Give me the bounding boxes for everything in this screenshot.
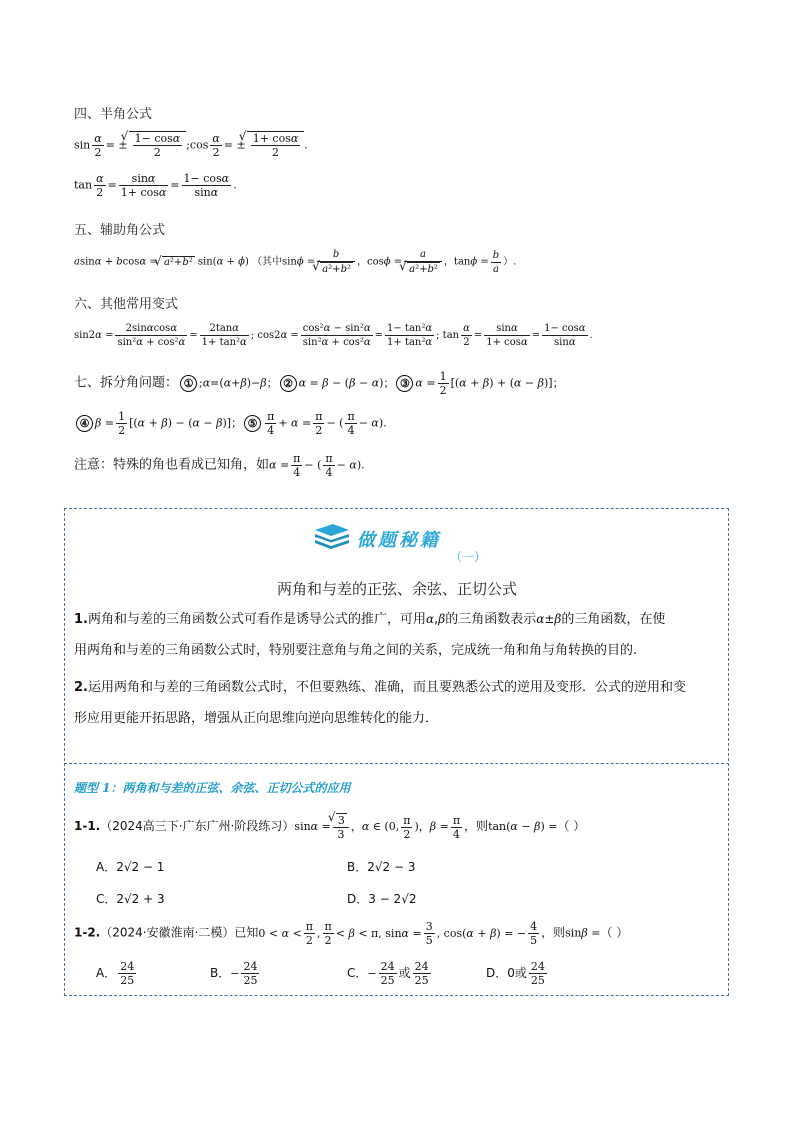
tip-paragraph-2-line-2: 形应用更能开拓思路，增强从正向思维向逆向思维转化的能力．	[74, 711, 439, 726]
tip-2-number: 2.	[74, 680, 88, 695]
tip-1-text-b: 的三角函数表示	[445, 612, 537, 627]
other-variant-formulas: sin2α = $\frac{2\sin\alpha\cos\alpha}{\text{sin²α + cos²α}}$ = $\frac{2\tan\alpha}{\text{1+ tan²α}}$ ; cos2α = $\frac{\text{cos²α − sin²α}}{\text{sin²α + cos²α}}$ = $\frac{\text{1− tan²α}}{\text{1+ tan²α}}$ ; tan $\frac{\alpha}{2}$ = $\frac{\sin\alpha}{1+ \cos\alpha}$ = $\frac{1- \cos\alpha}{\sin\alpha}$ .	[74, 323, 593, 348]
tip-2-text: 运用两角和与差的三角函数公式时，不但要熟练、准确，而且要熟悉公式的逆用及变形．公式的逆用和变	[87, 680, 686, 695]
question-1-1-tail: ，则	[464, 819, 489, 833]
question-1-2: 1-2.（2024·安徽淮南·二模）已知0 < α < $\frac{\pi}{2}$ , $\frac{\pi}{2}$ < β < π, sinα = $\frac{3}{5}$ , cos(α + β) = − $\frac{4}{5}$ ，则sinβ =（ ）	[74, 920, 629, 947]
question-1-2-label: 1-2.	[74, 925, 101, 940]
question-1-2-paren: （ ）	[600, 925, 629, 940]
question-1-2-option-c[interactable]: C．− $\frac{24}{25}$ 或 $\frac{24}{25}$	[347, 960, 429, 987]
books-icon	[313, 522, 351, 552]
option-b-letter: B．	[210, 966, 231, 980]
note-label: 注意：特殊的角也看成已知角，如	[74, 457, 270, 473]
banner-title: 做题秘籍	[357, 530, 441, 551]
section-title-angle-split: 七、拆分角问题：	[74, 375, 179, 391]
auxiliary-note-close: ）.	[503, 256, 517, 268]
question-1-1-option-d[interactable]: D．3 − 2√2	[347, 892, 417, 906]
tip-paragraph-1-line-2: 用两角和与差的三角函数公式时，特别要注意角与角之间的关系，完成统一角和角与角转换的目的.	[74, 643, 638, 658]
question-1-2-option-d[interactable]: D．0或 $\frac{24}{25}$	[486, 960, 545, 987]
angle-split-line-1: 七、拆分角问题： ① ;α=(α+β)−β； ② α = β − (β − α)； ③ α = $\frac{1}{2}$ [(α + β) + (α − β)]；	[74, 370, 564, 397]
tip-1-text-a: 两角和与差的三角函数公式可看作是诱导公式的推广，可用	[87, 612, 426, 627]
circled-number-3: ③	[396, 375, 413, 392]
section-title-other-variants: 六、其他常用变式	[74, 297, 179, 312]
circled-number-5: ⑤	[244, 415, 261, 432]
auxiliary-note-open: （其中	[252, 256, 283, 268]
tip-1-number: 1.	[74, 612, 88, 627]
question-1-1-paren: （ ）	[557, 819, 586, 833]
option-c-letter: C．	[347, 966, 368, 980]
tip-1-text-c: 的三角函数，在使	[561, 612, 666, 627]
box-heading: 两角和与差的正弦、余弦、正切公式	[276, 580, 517, 598]
option-d-letter: D．0或	[486, 966, 527, 980]
question-1-2-tail: ，则	[541, 925, 566, 940]
question-1-1-label: 1-1.	[74, 819, 101, 833]
question-1-1-option-a[interactable]: A．2√2 − 1	[96, 860, 165, 874]
half-angle-formula-tan: tan $\frac{\alpha}{2}$ = $\frac{\sin\alpha}{1+ \cos\alpha}$ = $\frac{1- \cos\alpha}{\sin\alpha}$ .	[74, 172, 237, 199]
angle-split-line-2: ④ β = $\frac{1}{2}$ [(α + β) − (α − β)]； ⑤ $\frac{\pi}{4}$ + α = $\frac{\pi}{2}$ − ( $\frac{\pi}{4}$ − α).	[74, 410, 387, 437]
section-title-half-angle: 四、半角公式	[74, 107, 153, 122]
question-1-2-option-a[interactable]: A． $\frac{24}{25}$	[96, 960, 135, 987]
half-angle-formula-sin-cos: sin $\frac{\alpha}{2}$ = ± √ $\frac{1- \cos\alpha}{2}$ ;cos $\frac{\alpha}{2}$ = ± √ $\frac{1+ \cos\alpha}{2}$ .	[74, 131, 308, 159]
tip-paragraph-2-line-1	[74, 672, 686, 703]
question-1-2-source: （2024·安徽淮南·二模）已知	[100, 925, 259, 940]
banner-subtitle: （一）	[450, 550, 487, 564]
question-1-1: 1-1.（2024高三下·广东广州·阶段练习）sinα = √ $\frac{3}{3}$ ，α ∈ (0, $\frac{\pi}{2}$ )，β = $\frac{\pi}{4}$ ，则tan(α − β) =（ ）	[74, 813, 585, 841]
circled-number-2: ②	[280, 375, 297, 392]
question-type-header: 题型 1：两角和与差的正弦、余弦、正切公式的应用	[74, 781, 351, 795]
question-1-1-source: （2024高三下·广东广州·阶段练习）	[100, 819, 295, 833]
option-a-letter: A．	[96, 966, 117, 980]
question-1-1-option-b[interactable]: B．2√2 − 3	[347, 860, 416, 874]
circled-number-1: ①	[180, 375, 197, 392]
question-1-1-option-c[interactable]: C．2√2 + 3	[96, 892, 165, 906]
box-divider	[64, 763, 729, 764]
circled-number-4: ④	[76, 415, 93, 432]
tip-paragraph-1-line-1: 1.两角和与差的三角函数公式可看作是诱导公式的推广，可用α,β的三角函数表示α±β的三角函数，在使	[74, 612, 666, 627]
note-special-angle: 注意：特殊的角也看成已知角，如α = $\frac{\pi}{4}$ − ( $\frac{\pi}{4}$ − α).	[74, 452, 365, 479]
question-1-2-option-b[interactable]: B．− $\frac{24}{25}$	[210, 960, 258, 987]
auxiliary-angle-formula: asinα + bcosα = √ a²+b² sin(α + ϕ) （其中sinϕ = b √ a²+b² ，cosϕ = a √ a²+b² ，tanϕ = $\frac{b}{a}$ ）.	[74, 248, 516, 276]
section-title-auxiliary-angle: 五、辅助角公式	[74, 223, 166, 238]
